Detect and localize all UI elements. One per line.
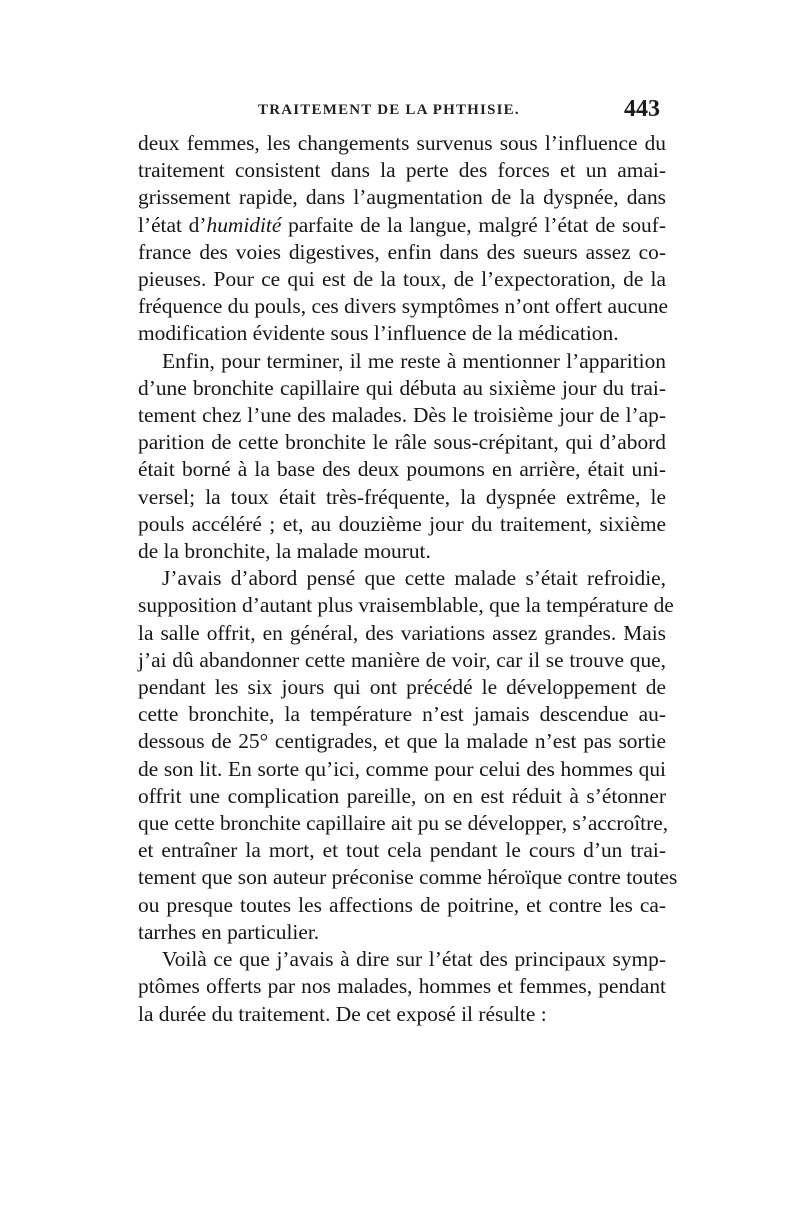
text-line: tement chez l’une des malades. Dès le troisième jour de l’ap- [138, 403, 666, 428]
text-line: l’état d’humidité parfaite de la langue, malgré l’état de souf- [138, 212, 666, 237]
running-head [140, 96, 660, 126]
text-line: ptômes offerts par nos malades, hommes et femmes, pendant [138, 974, 666, 999]
text-line: d’une bronchite capillaire qui débuta au sixième jour du trai- [138, 375, 666, 400]
text-line: supposition d’autant plus vraisemblable, que la température de [138, 593, 674, 618]
text-line: pendant les six jours qui ont précédé le développement de [138, 675, 666, 700]
text-line: parition de cette bronchite le râle sous-crépitant, qui d’abord [138, 430, 666, 455]
text-line: dessous de 25° centigrades, et que la malade n’est pas sortie [138, 729, 666, 754]
text-line: grissement rapide, dans l’augmentation de la dyspnée, dans [138, 185, 666, 210]
text-line: Enfin, pour terminer, il me reste à mentionner l’apparition [162, 348, 666, 373]
text-line: la durée du traitement. De cet exposé il résulte : [138, 1001, 547, 1026]
text-line: pouls accéléré ; et, au douzième jour du traitement, sixième [138, 511, 666, 536]
text-line: J’avais d’abord pensé que cette malade s’était refroidie, [162, 566, 666, 591]
text-line: fréquence du pouls, ces divers symptômes n’ont offert aucune [138, 294, 669, 319]
text-line: que cette bronchite capillaire ait pu se développer, s’accroître, [138, 811, 669, 836]
text-line: deux femmes, les changements survenus sous l’influence du [138, 131, 666, 155]
text-line: tarrhes en particulier. [138, 919, 320, 944]
paragraph-1 [138, 130, 669, 348]
text-line: j’ai dû abandonner cette manière de voir, car il se trouve que, [138, 647, 666, 672]
text-line: de la bronchite, la malade mourut. [138, 539, 431, 564]
text-line: versel; la toux était très-fréquente, la dyspnée extrême, le [138, 484, 666, 509]
text-line: Voilà ce que j’avais à dire sur l’état des principaux symp- [162, 947, 666, 972]
text-line: tement que son auteur préconise comme héroïque contre toutes [138, 865, 678, 890]
paragraph-2 [138, 348, 666, 566]
text-line: ou presque toutes les affections de poitrine, et contre les ca- [138, 892, 666, 917]
text-line: et entraîner la mort, et tout cela pendant le cours d’un trai- [138, 838, 666, 863]
italic-word: humidité [206, 212, 282, 237]
paragraph-3 [138, 565, 678, 946]
text-line: offrit une complication pareille, on en est réduit à s’étonner [138, 783, 666, 808]
page-number: 443 [624, 96, 660, 122]
text-line: était borné à la base des deux poumons en arrière, était uni- [138, 457, 666, 482]
text-line: pieuses. Pour ce qui est de la toux, de l’expectoration, de la [138, 267, 666, 292]
text-line: de son lit. En sorte qu’ici, comme pour celui des hommes qui [138, 756, 666, 781]
paragraph-4 [138, 946, 666, 1028]
text-line: modification évidente sous l’influence de la médication. [138, 321, 619, 346]
text-line: cette bronchite, la température n’est jamais descendue au- [138, 702, 666, 727]
body-text [138, 130, 678, 1028]
running-title: TRAITEMENT DE LA PHTHISIE. [258, 102, 520, 118]
text-line: la salle offrit, en général, des variations assez grandes. Mais [138, 620, 666, 645]
text-line: traitement consistent dans la perte des forces et un amai- [138, 158, 666, 183]
text-line: france des voies digestives, enfin dans des sueurs assez co- [138, 239, 666, 264]
